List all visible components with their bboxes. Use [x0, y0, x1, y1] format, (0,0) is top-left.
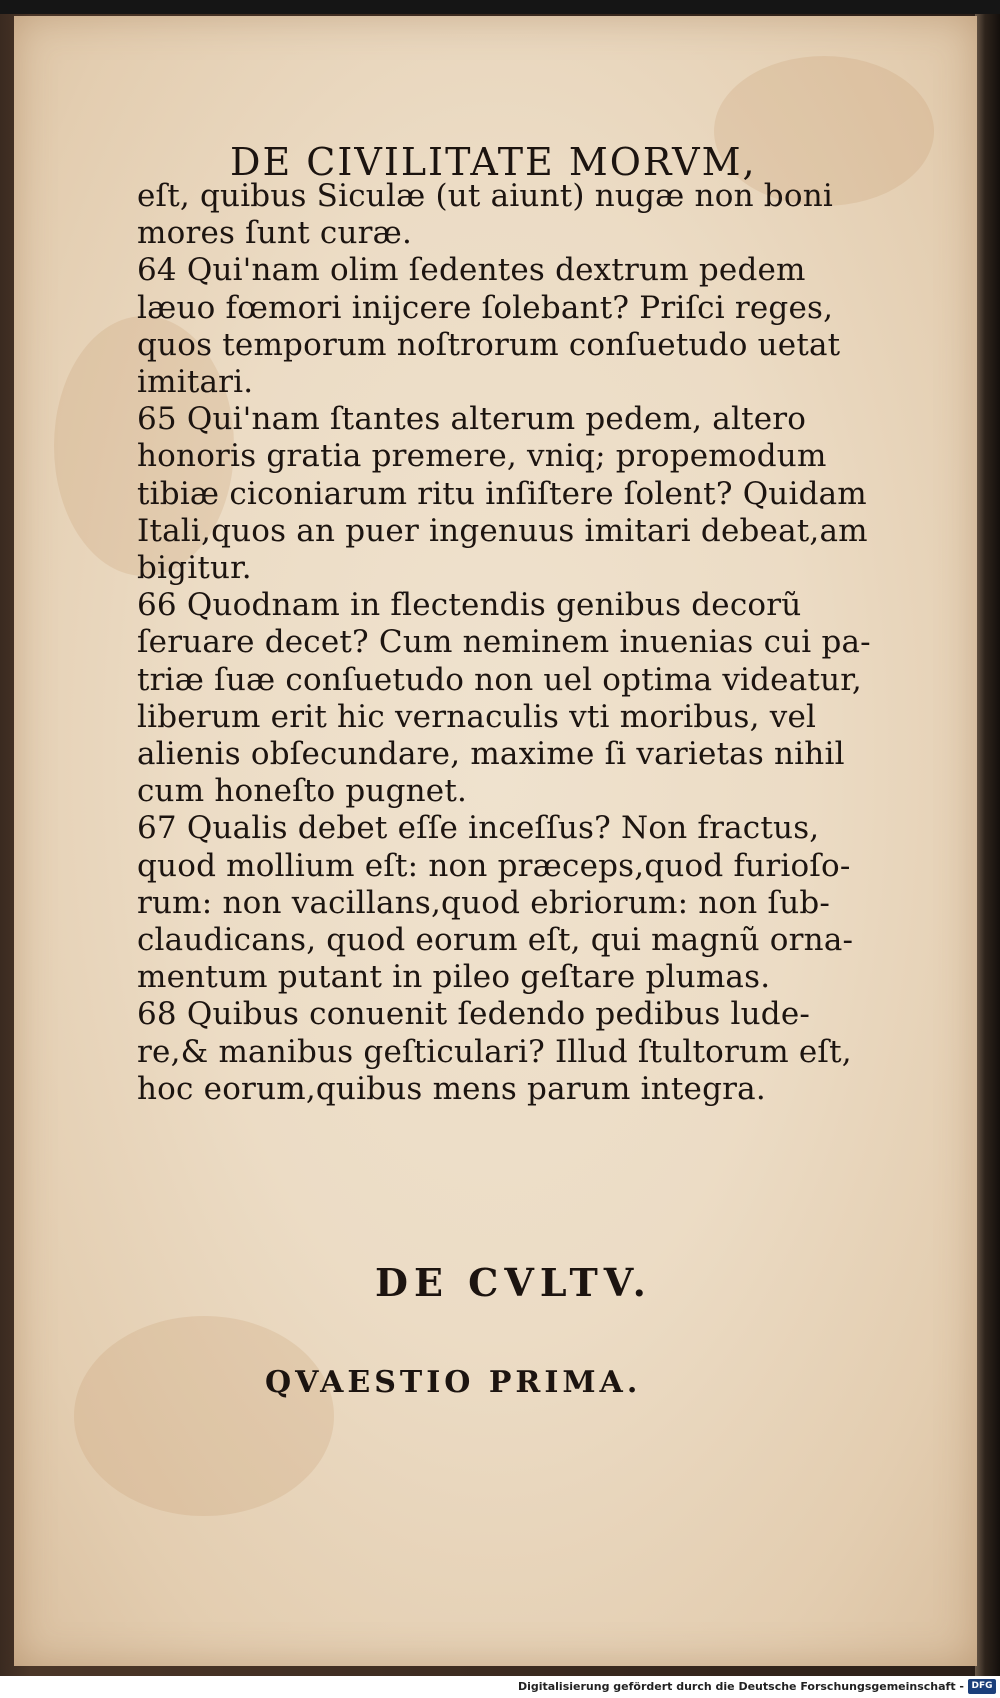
text-line: læuo fœmori inijcere ſolebant? Priſci reges,: [137, 289, 834, 326]
text-line: 66 Quodnam in flectendis genibus decorũ: [137, 587, 802, 624]
text-line: mores ſunt curæ.: [137, 215, 413, 252]
text-line: re,& manibus geſticulari? Illud ſtultorum eſt,: [137, 1033, 852, 1070]
text-line: 64 Qui'nam olim ſedentes dextrum pedem: [137, 252, 806, 289]
text-line: 67 Qualis debet eſſe inceſſus? Non fractus,: [137, 810, 820, 847]
text-line: liberum erit hic vernaculis vti moribus, vel: [137, 698, 817, 735]
text-line: hoc eorum,quibus mens parum integra.: [137, 1070, 766, 1107]
digitization-credit: Digitalisierung gefördert durch die Deutsche Forschungsgemeinschaft -: [517, 1680, 964, 1693]
text-line: honoris gratia premere, vniq; propemodum: [137, 438, 827, 475]
section-title: DE CVLTV.: [375, 1260, 652, 1305]
text-line: quos temporum noſtrorum conſuetudo uetat: [137, 326, 841, 363]
question-title: QVAESTIO PRIMA.: [265, 1365, 642, 1400]
text-line: claudicans, quod eorum eſt, qui magnũ orna-: [137, 922, 854, 958]
running-head: DE CIVILITATE MORVM,: [230, 140, 757, 184]
text-line: tibiæ ciconiarum ritu inſiſtere ſolent? Quidam: [137, 475, 867, 512]
text-line: 65 Qui'nam ſtantes alterum pedem, altero: [137, 401, 807, 438]
text-line: mentum putant in pileo geſtare plumas.: [137, 959, 771, 996]
paper-stain: [74, 1316, 334, 1516]
dfg-logo: DFG: [968, 1679, 996, 1694]
text-line: 68 Quibus conuenit ſedendo pedibus lude-: [137, 996, 811, 1033]
text-line: bigitur.: [137, 550, 252, 586]
text-line: cum honeſto pugnet.: [137, 773, 468, 810]
text-line: triæ ſuæ conſuetudo non uel optima videatur,: [137, 661, 862, 698]
text-line: alienis obſecundare, maxime ſi varietas nihil: [137, 736, 845, 772]
text-line: ſeruare decet? Cum neminem inuenias cui pa-: [137, 624, 871, 661]
book-spine-edge: [975, 14, 1000, 1676]
text-line: quod mollium eſt: non præceps,quod furioſo-: [137, 847, 851, 884]
text-line: eſt, quibus Siculæ (ut aiunt) nugæ non boni: [137, 178, 833, 214]
text-line: imitari.: [137, 364, 254, 400]
text-line: rum: non vacillans,quod ebriorum: non ſub-: [137, 884, 831, 921]
text-line: Itali,quos an puer ingenuus imitari debeat,am: [137, 512, 868, 549]
